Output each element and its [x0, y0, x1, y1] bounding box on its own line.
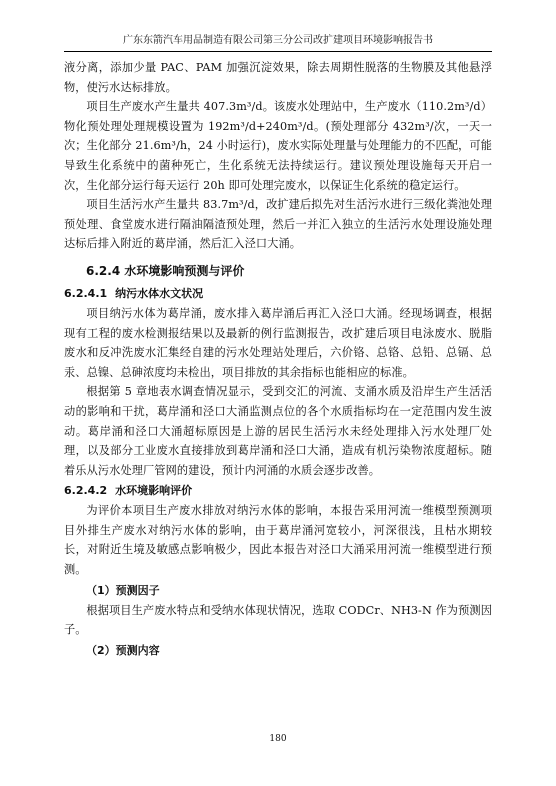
item-heading-prediction-factors: （1）预测因子	[86, 583, 160, 597]
subsection-heading-hydrology	[64, 284, 492, 303]
page-number: 180	[269, 734, 287, 744]
paragraph-survey-results: 根据第 5 章地表水调查情况显示，受到交汇的河流、支涌水质及沿岸生产生活活动的影响和干扰，葛岸涌和泾口大涌监测点位的各个水质指标均在一定范围内发生波动。葛岸涌和泾口大涌超标原因是上游的居民生活污水未经处理排入污水处理厂处理，以及部分工业废水直接排放到葛岸涌和泾口大涌，造成有机污染物浓度超标。随着乐从污水处理厂管网的建设，预计内河涌的水质会逐步改善。	[64, 385, 492, 477]
paragraph-prediction-factors: 根据项目生产废水特点和受纳水体现状情况，选取 CODCr、NH3-N 作为预测因子。	[64, 603, 492, 637]
subsection-number: 6.2.4.2	[64, 484, 108, 498]
paragraph-evaluation-method: 为评价本项目生产废水排放对纳污水体的影响，本报告采用河流一维模型预测项目外排生产废水对纳污水体的影响，由于葛岸涌河宽较小，河深很浅，且枯水期较长，对附近生境及敏感点影响极少，因此本报告对泾口大涌采用河流一维模型进行预测。	[64, 504, 492, 577]
paragraph-domestic-sewage: 项目生活污水产生量共 83.7m³/d，改扩建后拟先对生活污水进行三级化粪池处理预处理、食堂废水进行隔油隔渣预处理，然后一并汇入独立的生活污水处理设施处理达标后排入附近的葛岸涌，然后汇入泾口大涌。	[64, 198, 492, 251]
paragraph-production-wastewater: 项目生产废水产生量共 407.3m³/d。该废水处理站中，生产废水（110.2m³/d）物化预处理处理规模设置为 192m³/d+240m³/d。(预处理部分 432m³/次，一天一次；生化部分 21.6m³/h，24 小时运行)，废水实际处理量与处理能力的不匹配，可能导致生化系统中的菌种死亡，生化系统无法持续运行。建议预处理设施每天开启一次，生化部分运行每天运行 20h 即可处理完废水，以保证生化系统的稳定运行。	[64, 100, 492, 192]
running-header: 广东东箭汽车用品制造有限公司第三分公司改扩建项目环境影响报告书	[123, 35, 433, 46]
item-heading-prediction-content: （2）预测内容	[86, 643, 160, 657]
subsection-number: 6.2.4.1	[64, 286, 108, 300]
subsection-heading-evaluation	[64, 481, 492, 500]
page-body	[64, 58, 492, 661]
section-heading: 6.2.4 水环境影响预测与评价	[86, 263, 245, 278]
subsection-title: 水环境影响评价	[115, 484, 193, 498]
header-rule	[64, 51, 492, 52]
paragraph-continuation: 液分离，添加少量 PAC、PAM 加强沉淀效果，除去周期性脱落的生物膜及其他悬浮物，使污水达标排放。	[64, 61, 492, 94]
subsection-title: 纳污水体水文状况	[115, 286, 204, 300]
paragraph-receiving-water: 项目纳污水体为葛岸涌，废水排入葛岸涌后再汇入泾口大涌。经现场调查，根据现有工程的废水检测报结果以及最新的例行监测报告，改扩建后项目电泳废水、脱脂废水和反冲洗废水汇集经自建的污水处理站处理后，六价铬、总铬、总铅、总镉、总汞、总镍、总砷浓度均未检出，项目排放的其余指标也能相应的标准。	[64, 306, 492, 379]
